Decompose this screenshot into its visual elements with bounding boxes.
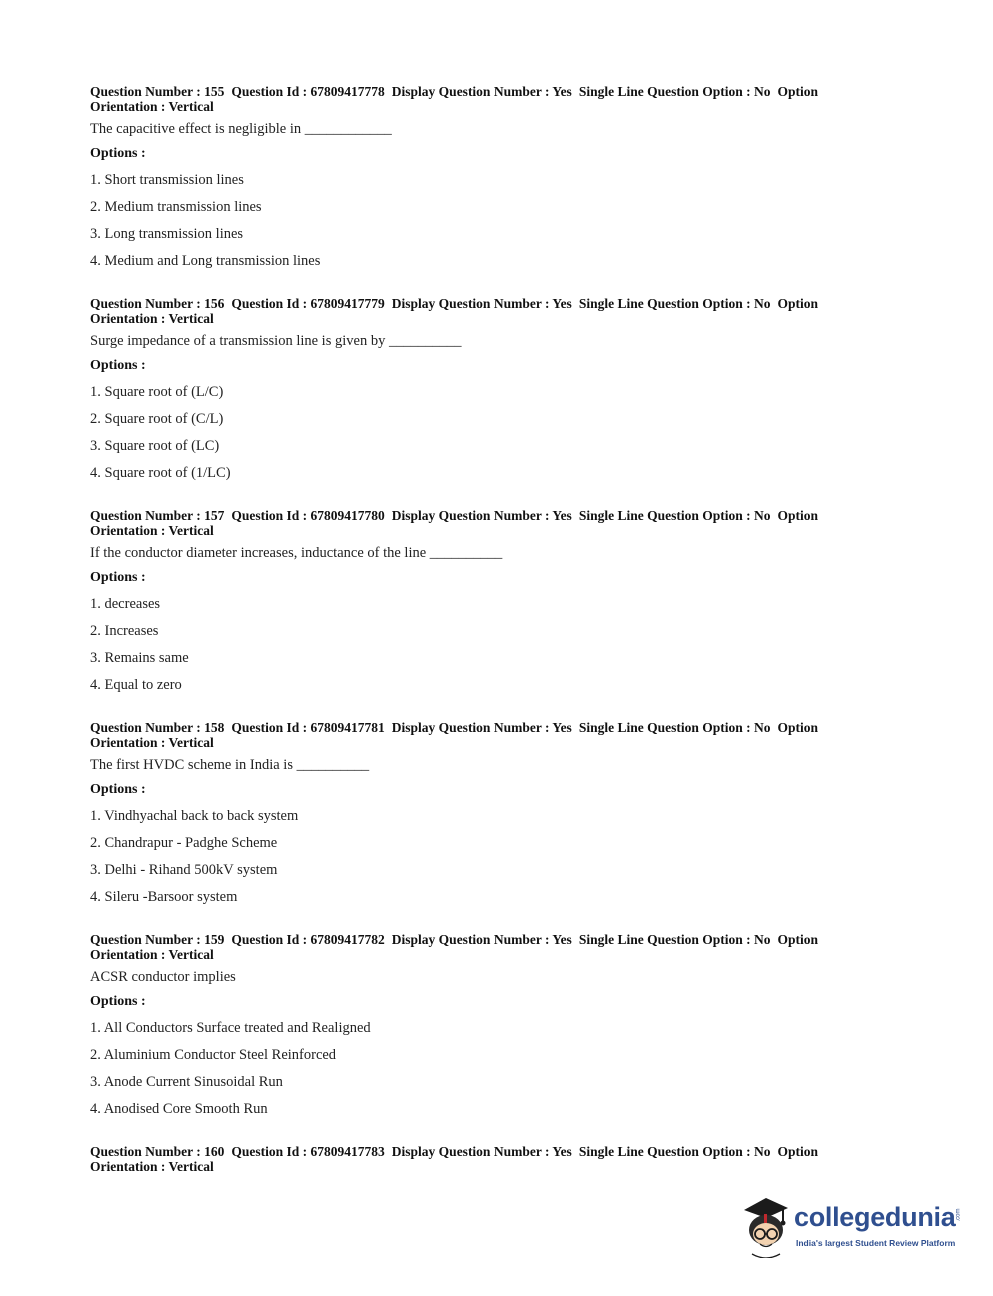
option-item: 1. Short transmission lines xyxy=(90,172,244,188)
question-paper xyxy=(90,84,880,1200)
question-meta-field: Single Line Question Option : No xyxy=(578,720,771,735)
question-meta xyxy=(90,1144,880,1174)
option-item: 1. Vindhyachal back to back system xyxy=(90,808,299,824)
question-meta xyxy=(90,84,880,114)
question-meta-field: Question Number : 158 xyxy=(90,720,225,735)
question-text: The capacitive effect is negligible in ____________ xyxy=(90,121,392,137)
option-item: 2. Medium transmission lines xyxy=(90,199,262,215)
logo-tagline: India's largest Student Review Platform xyxy=(796,1238,956,1248)
question-block xyxy=(90,84,880,270)
question-meta-field: Question Id : 67809417778 xyxy=(231,84,385,99)
question-meta-field: Question Number : 160 xyxy=(90,1144,225,1159)
question-meta-field: Single Line Question Option : No xyxy=(578,1144,771,1159)
question-meta-field: Option Orientation : Vertical xyxy=(90,84,818,114)
question-text: ACSR conductor implies xyxy=(90,969,236,985)
mascot-icon xyxy=(738,1192,794,1258)
option-item: 4. Medium and Long transmission lines xyxy=(90,253,321,269)
option-item: 2. Square root of (C/L) xyxy=(90,411,224,427)
logo-suffix: .com xyxy=(955,1208,962,1222)
option-item: 3. Remains same xyxy=(90,650,189,666)
option-item: 1. decreases xyxy=(90,596,161,612)
collegedunia-logo xyxy=(738,1192,968,1262)
question-meta-field: Option Orientation : Vertical xyxy=(90,720,818,750)
logo-name: collegedunia xyxy=(794,1202,956,1232)
question-meta-field: Option Orientation : Vertical xyxy=(90,1144,818,1174)
question-meta-field: Single Line Question Option : No xyxy=(578,932,771,947)
question-block xyxy=(90,508,880,694)
option-item: 3. Square root of (LC) xyxy=(90,438,220,454)
question-meta-field: Option Orientation : Vertical xyxy=(90,296,818,326)
question-meta-field: Question Id : 67809417781 xyxy=(231,720,385,735)
question-block xyxy=(90,720,880,906)
question-meta-field: Question Number : 159 xyxy=(90,932,225,947)
question-meta-field: Display Question Number : Yes xyxy=(391,720,572,735)
option-item: 4. Equal to zero xyxy=(90,677,182,693)
question-meta xyxy=(90,932,880,962)
question-meta xyxy=(90,296,880,326)
question-block xyxy=(90,296,880,482)
question-meta-field: Single Line Question Option : No xyxy=(578,84,771,99)
question-meta-field: Question Number : 157 xyxy=(90,508,225,523)
question-meta xyxy=(90,720,880,750)
question-meta-field: Question Number : 155 xyxy=(90,84,225,99)
question-meta-field: Option Orientation : Vertical xyxy=(90,508,818,538)
option-item: 1. Square root of (L/C) xyxy=(90,384,224,400)
question-meta-field: Question Id : 67809417779 xyxy=(231,296,385,311)
question-meta xyxy=(90,508,880,538)
option-item: 2. Increases xyxy=(90,623,159,639)
question-meta-field: Single Line Question Option : No xyxy=(578,508,771,523)
option-item: 3. Long transmission lines xyxy=(90,226,244,242)
question-text: If the conductor diameter increases, inductance of the line __________ xyxy=(90,545,503,561)
question-meta-field: Question Id : 67809417783 xyxy=(231,1144,385,1159)
option-item: 2. Chandrapur - Padghe Scheme xyxy=(90,835,278,851)
question-meta-field: Display Question Number : Yes xyxy=(391,296,572,311)
options-label: Options : xyxy=(90,994,146,1009)
question-meta-field: Single Line Question Option : No xyxy=(578,296,771,311)
option-item: 4. Square root of (1/LC) xyxy=(90,465,231,481)
question-meta-field: Display Question Number : Yes xyxy=(391,1144,572,1159)
option-item: 2. Aluminium Conductor Steel Reinforced xyxy=(90,1047,337,1063)
option-item: 1. All Conductors Surface treated and Realigned xyxy=(90,1020,371,1036)
question-block xyxy=(90,932,880,1118)
question-meta-field: Display Question Number : Yes xyxy=(391,84,572,99)
question-text: Surge impedance of a transmission line is given by __________ xyxy=(90,333,462,349)
option-item: 3. Delhi - Rihand 500kV system xyxy=(90,862,278,878)
question-meta-field: Option Orientation : Vertical xyxy=(90,932,818,962)
question-meta-field: Question Number : 156 xyxy=(90,296,225,311)
option-item: 4. Sileru -Barsoor system xyxy=(90,889,238,905)
options-label: Options : xyxy=(90,358,146,373)
question-meta-field: Question Id : 67809417780 xyxy=(231,508,385,523)
options-label: Options : xyxy=(90,570,146,585)
question-meta-field: Question Id : 67809417782 xyxy=(231,932,385,947)
question-meta-field: Display Question Number : Yes xyxy=(391,932,572,947)
question-text: The first HVDC scheme in India is __________ xyxy=(90,757,370,773)
question-meta-field: Display Question Number : Yes xyxy=(391,508,572,523)
option-item: 4. Anodised Core Smooth Run xyxy=(90,1101,268,1117)
options-label: Options : xyxy=(90,146,146,161)
question-block xyxy=(90,1144,880,1174)
option-item: 3. Anode Current Sinusoidal Run xyxy=(90,1074,283,1090)
options-label: Options : xyxy=(90,782,146,797)
